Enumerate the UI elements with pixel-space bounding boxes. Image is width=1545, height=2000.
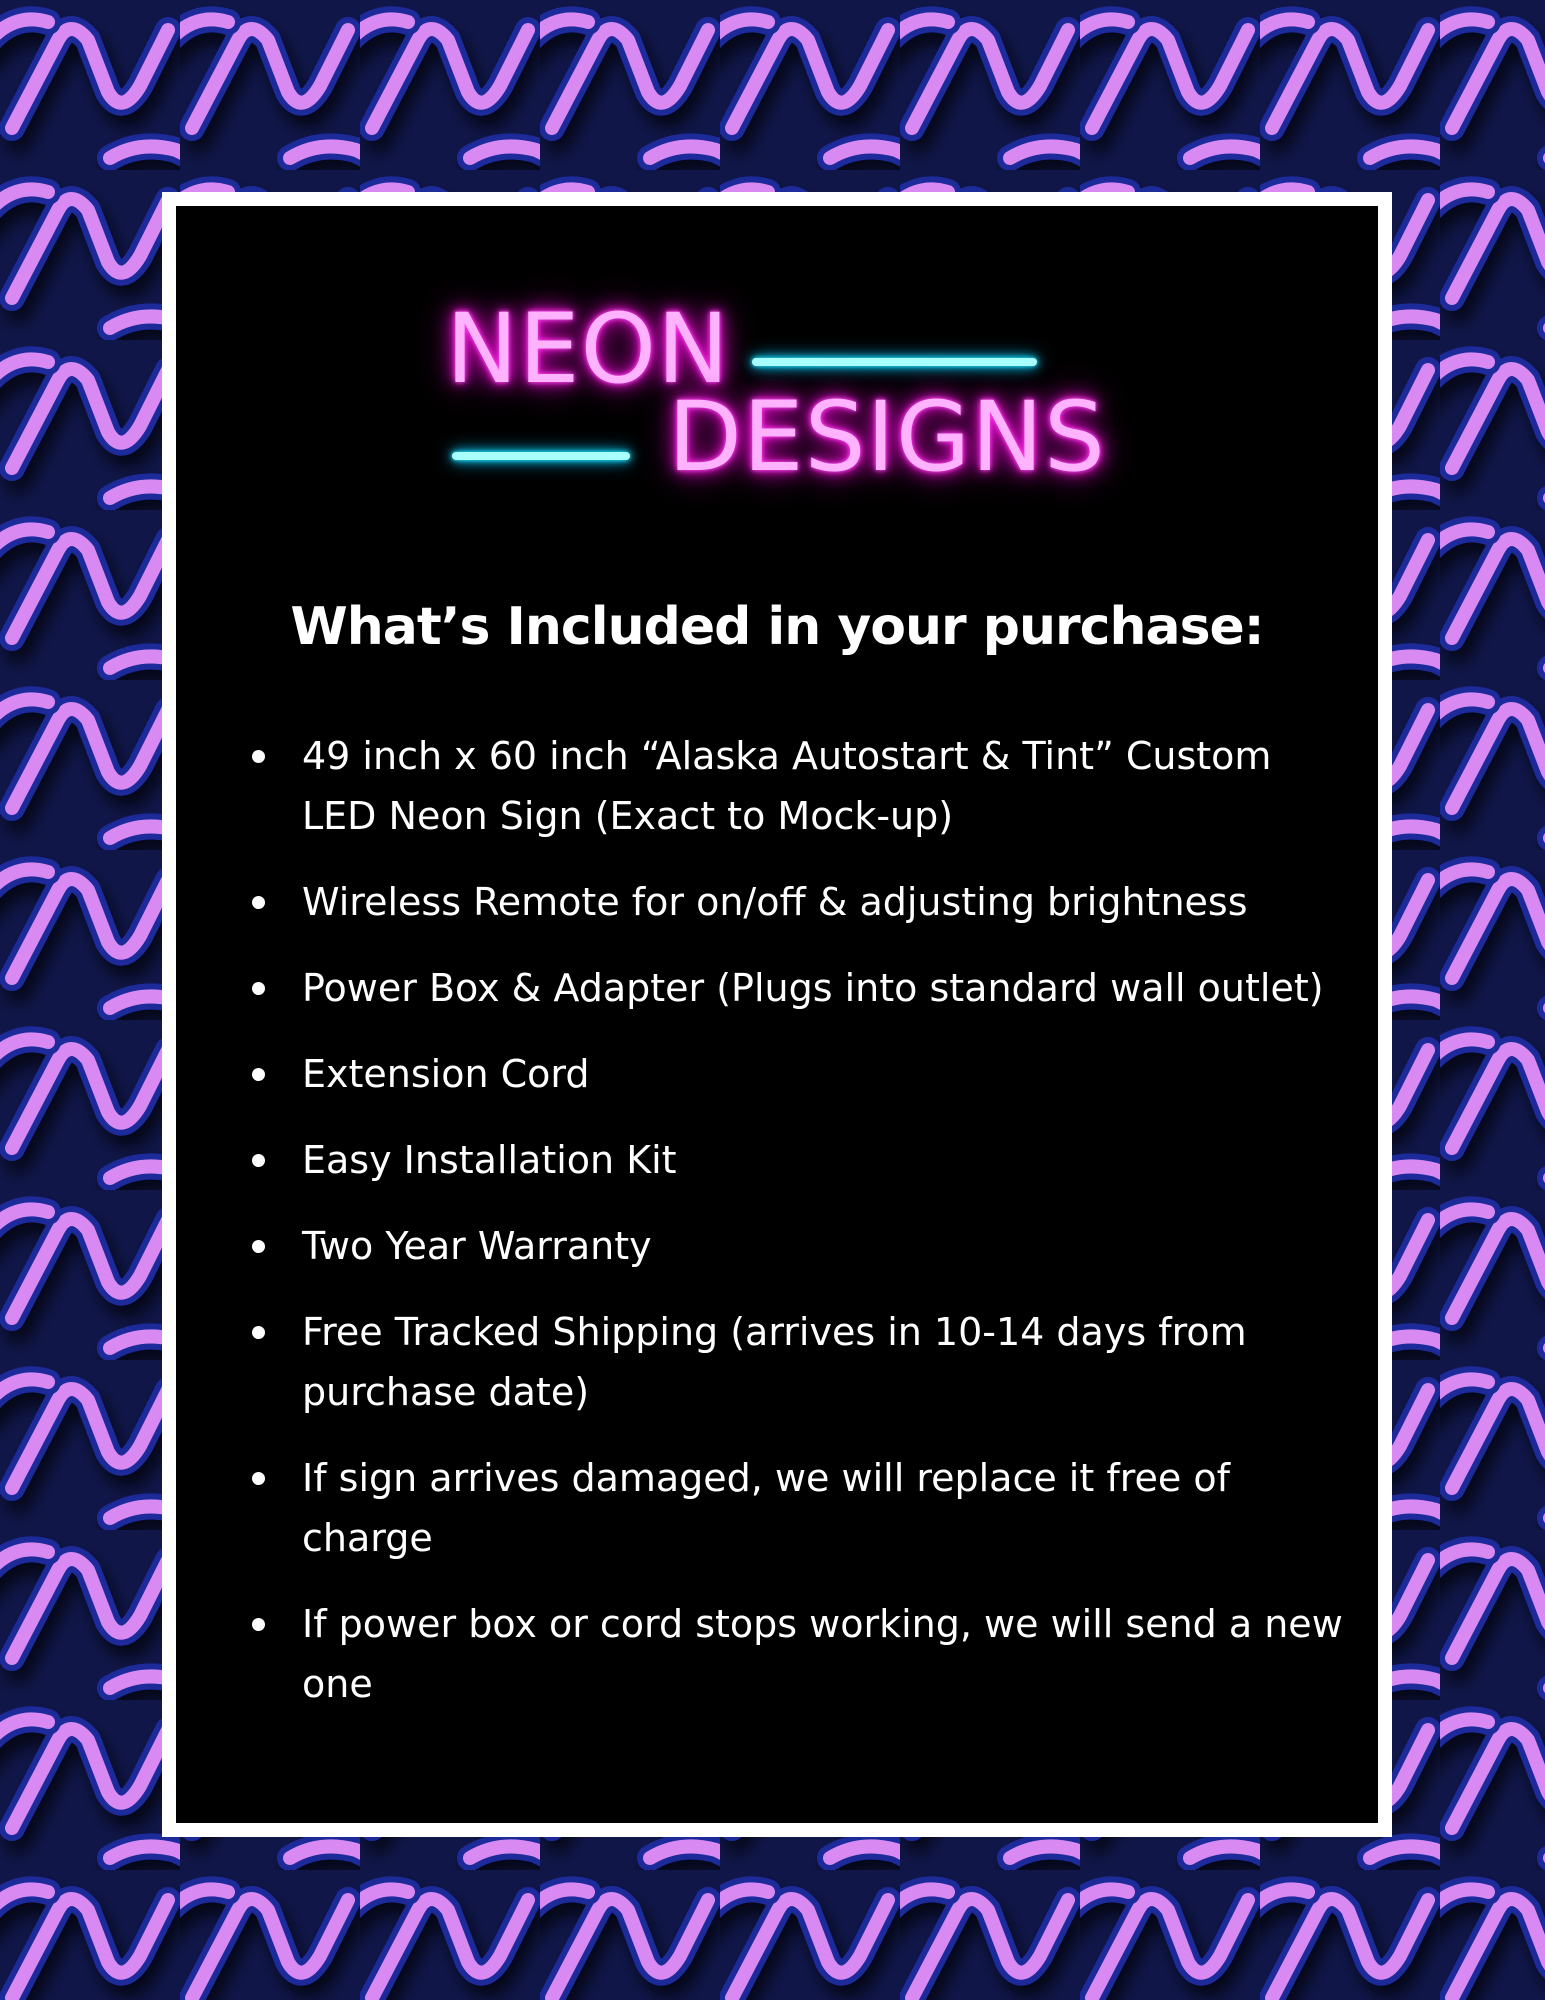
included-items-card bbox=[162, 192, 1392, 1837]
list-item: Two Year Warranty bbox=[244, 1216, 1354, 1276]
neon-designs-logo bbox=[446, 293, 1146, 521]
list-item: Easy Installation Kit bbox=[244, 1130, 1354, 1190]
list-item: Power Box & Adapter (Plugs into standard wall outlet) bbox=[244, 958, 1354, 1018]
list-item: If sign arrives damaged, we will replace it free of charge bbox=[244, 1448, 1354, 1568]
logo-word-neon: NEON bbox=[446, 293, 730, 405]
list-item: Free Tracked Shipping (arrives in 10-14 days from purchase date) bbox=[244, 1302, 1354, 1422]
list-item: Wireless Remote for on/off & adjusting brightness bbox=[244, 872, 1354, 932]
list-item: 49 inch x 60 inch “Alaska Autostart & Tint” Custom LED Neon Sign (Exact to Mock-up) bbox=[244, 726, 1354, 846]
list-item: Extension Cord bbox=[244, 1044, 1354, 1104]
logo-word-designs: DESIGNS bbox=[668, 381, 1106, 493]
list-item: If power box or cord stops working, we will send a new one bbox=[244, 1594, 1354, 1714]
section-heading: What’s Included in your purchase: bbox=[290, 597, 1264, 657]
logo-cyan-bar-bottom bbox=[452, 452, 630, 460]
logo-cyan-bar-top bbox=[752, 358, 1037, 366]
included-items-list bbox=[244, 726, 1354, 1740]
